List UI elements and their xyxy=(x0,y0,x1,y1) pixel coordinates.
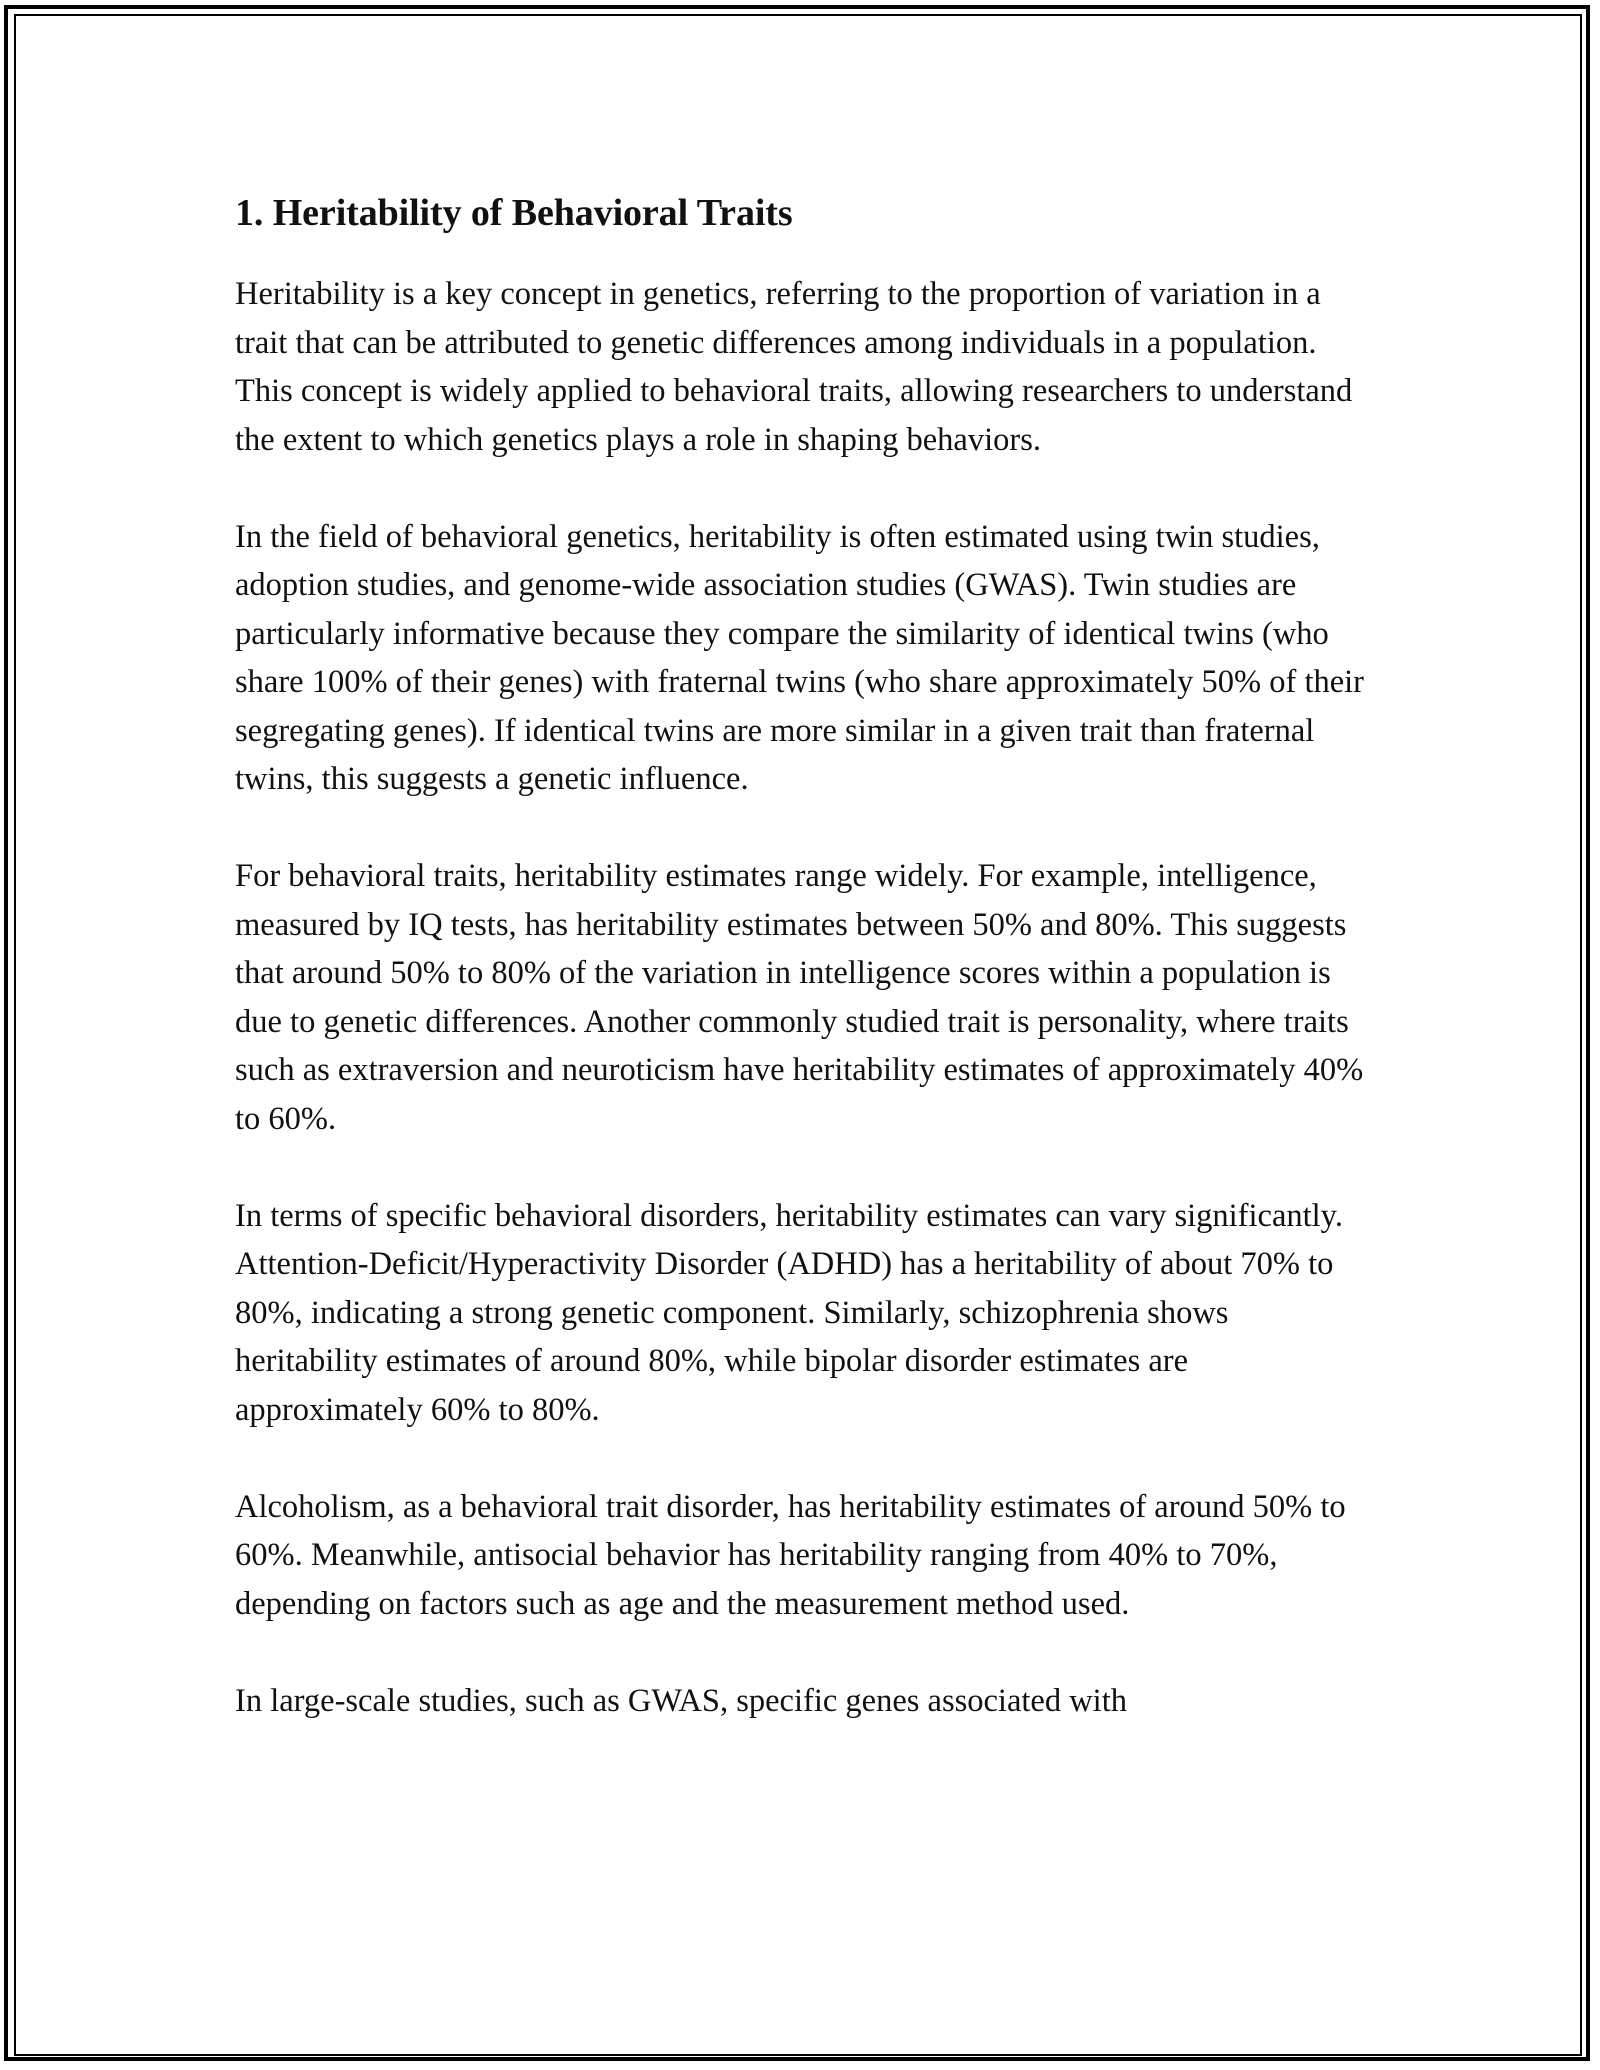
paragraph-heritability-definition: Heritability is a key concept in genetics, referring to the proportion of variation in a trait that can be attributed to genetic differences among individuals in a population. This concept is widely applied to behavioral traits, allowing researchers to understand the extent to which genetics plays a role in shaping behaviors. xyxy=(235,276,1353,458)
paragraph-disorder-estimates: In terms of specific behavioral disorders, heritability estimates can vary significantly. Attention-Deficit/Hyperactivity Disorder (ADHD) has a heritability of about 70% to 80%, indicating a strong genetic component. Similarly, schizophrenia shows heritability estimates of around 80%, while bipolar disorder estimates are approximately 60% to 80%. xyxy=(235,1197,1343,1428)
paragraph-trait-estimates: For behavioral traits, heritability estimates range widely. For example, intelligence, measured by IQ tests, has heritability estimates between 50% and 80%. This suggests that around 50% to 80% of the variation in intelligence scores within a population is due to genetic differences. Another commonly studied trait is personality, where traits such as extraversion and neuroticism have heritability estimates of approximately 40% to 60%. xyxy=(235,858,1364,1137)
paragraph-gwas: In large-scale studies, such as GWAS, specific genes associated with xyxy=(235,1682,1127,1719)
document-body xyxy=(235,186,1375,1774)
section-heading: 1. Heritability of Behavioral Traits xyxy=(235,192,793,234)
paragraph-estimation-methods: In the field of behavioral genetics, heritability is often estimated using twin studies, adoption studies, and genome-wide association studies (GWAS). Twin studies are particularly informative because they compare the similarity of identical twins (who share 100% of their genes) with fraternal twins (who share approximately 50% of their segregating genes). If identical twins are more similar in a given trait than fraternal twins, this suggests a genetic influence. xyxy=(235,518,1365,797)
paragraph-alcoholism-antisocial: Alcoholism, as a behavioral trait disorder, has heritability estimates of around 50% to 60%. Meanwhile, antisocial behavior has heritability ranging from 40% to 70%, depending on factors such as age and the measurement method used. xyxy=(235,1488,1346,1622)
